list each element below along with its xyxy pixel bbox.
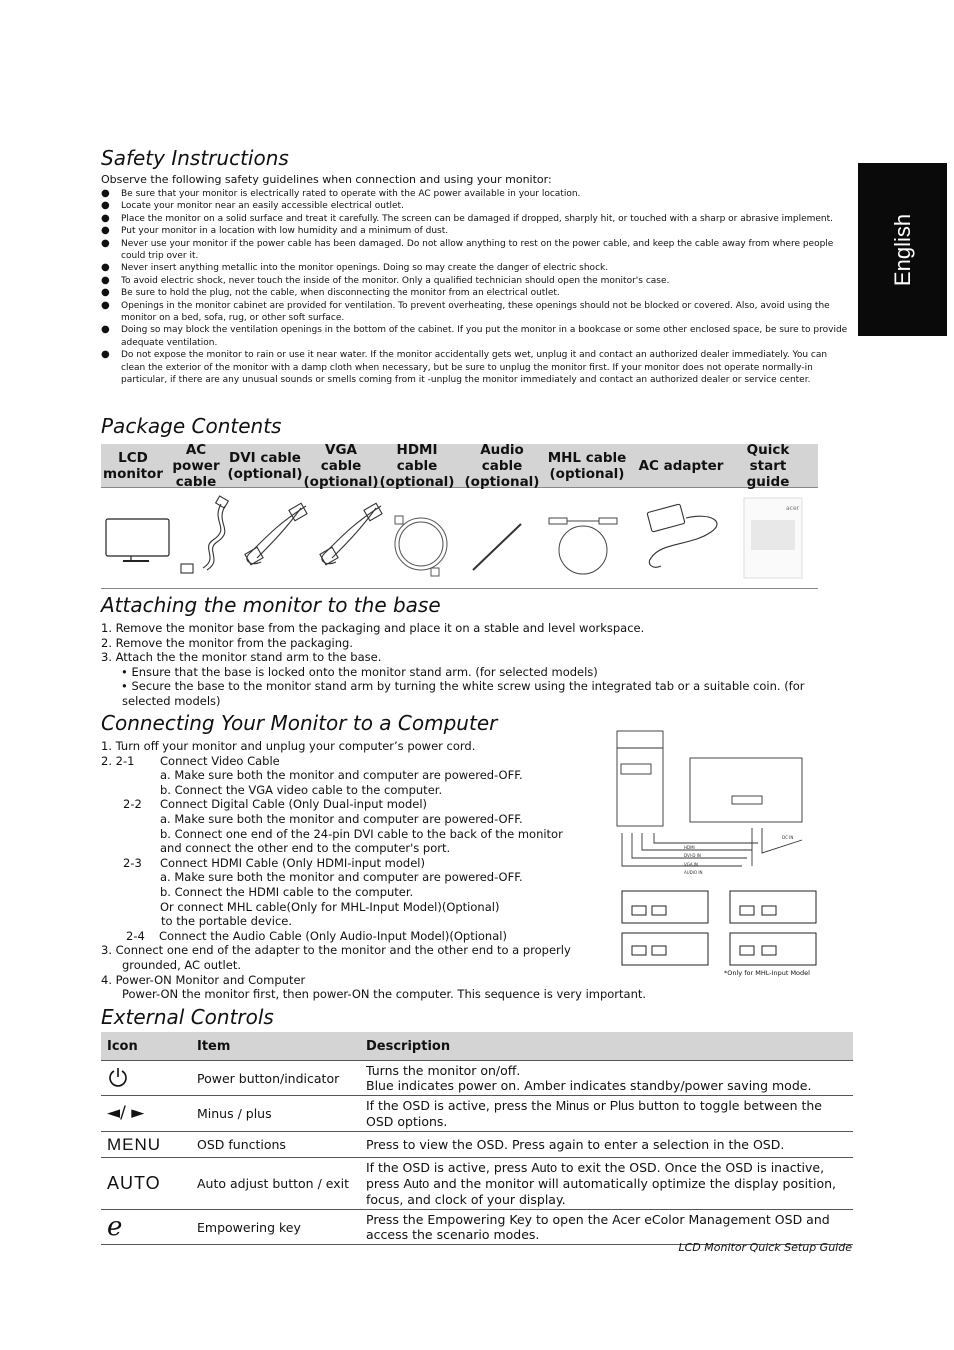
list-item: ● Put your monitor in a location with low humidity and a minimum of dust. [101, 225, 851, 237]
item-label: Auto adjust button / exit [191, 1158, 360, 1210]
list-item: ● Be sure that your monitor is electrically rated to operate with the AC power available in your location. [101, 188, 851, 200]
item-description: If the OSD is active, press the Minus or Plus button to toggle between the OSD options. [360, 1096, 853, 1132]
step-number: 2-3 [123, 855, 142, 870]
connect-line [101, 754, 646, 769]
package-images [101, 492, 818, 589]
svg-text:acer: acer [786, 505, 800, 512]
connect-line [101, 929, 646, 944]
footer-title: LCD Monitor Quick Setup Guide [678, 1241, 852, 1254]
attach-bullet-2: • Secure the base to the monitor stand arm by turning the white screw using the integrated tab or a suitable coin. (for [121, 679, 805, 693]
diagram-note: *Only for MHL-Input Model [724, 969, 810, 977]
language-tab-label: English [889, 213, 915, 286]
header-icon: Icon [101, 1032, 191, 1061]
connect-line: a. Make sure both the monitor and computer are powered-OFF. [160, 768, 523, 783]
connect-title: Connecting Your Monitor to a Computer [101, 711, 498, 735]
package-col-lcd: LCD monitor [103, 449, 163, 482]
attach-steps [101, 621, 805, 708]
connect-line: Or connect MHL cable(Only for MHL-Input Model)(Optional) [160, 899, 500, 914]
dvi-cable-illustration [245, 503, 307, 564]
connect-line: 1. Turn off your monitor and unplug your computer’s power cord. [101, 739, 476, 753]
connect-line: b. Connect the VGA video cable to the computer. [160, 782, 443, 797]
safety-list [101, 188, 851, 387]
step-title: Connect HDMI Cable (Only HDMI-input model) [160, 855, 425, 870]
audio-cable-illustration [473, 524, 521, 570]
item-label: Minus / plus [191, 1096, 360, 1132]
package-col-vga: VGA cable (optional) [303, 441, 379, 490]
step-number: 2-2 [123, 797, 142, 812]
port-panel-a [622, 891, 708, 923]
minus-plus-icon: ◄/ ► [101, 1096, 191, 1132]
package-col-audio: Audio cable (optional) [464, 441, 540, 490]
connect-line: grounded, AC outlet. [122, 957, 241, 972]
item-description: Turns the monitor on/off. Blue indicates power on. Amber indicates standby/power saving mode. [360, 1061, 853, 1096]
audio-label: AUDIO IN [684, 870, 703, 875]
step-title: Connect Digital Cable (Only Dual-input model) [160, 797, 428, 812]
monitor-back [690, 758, 802, 822]
dc-in-label: DC IN [782, 835, 794, 840]
quick-start-guide-illustration [744, 498, 802, 578]
package-col-ac-cable: AC power cable [172, 441, 220, 490]
list-item: ● Doing so may block the ventilation openings in the bottom of the cabinet. If you put the monitor in a bookcase or some other enclosed space, be sure to provide adequate ventilation. [101, 324, 851, 349]
ac-adapter-illustration [647, 504, 717, 567]
table-row [101, 1210, 853, 1245]
lcd-monitor-illustration [106, 519, 169, 561]
item-label: OSD functions [191, 1132, 360, 1158]
controls-table [101, 1032, 853, 1245]
mhl-cable-illustration [549, 518, 617, 574]
hdmi-cable-illustration [395, 516, 447, 576]
attach-step-1: 1. Remove the monitor base from the packaging and place it on a stable and level workspace. [101, 621, 645, 635]
item-description: Press the Empowering Key to open the Acer eColor Management OSD and access the scenario modes. [360, 1210, 853, 1245]
port-panel-b [730, 891, 816, 923]
list-item: ● Never insert anything metallic into the monitor openings. Doing so may create the danger of electric shock. [101, 262, 851, 274]
hdmi-label: HDMI [684, 845, 695, 850]
list-item: ● Do not expose the monitor to rain or use it near water. If the monitor accidentally gets wet, unplug it and contact an authorized dealer immediately. You can clean the exterior of the monitor with a damp cloth when necessary, but be sure to unplug the monitor first. If your monitor does not operate normally-in particular, if there are any unusual sounds or smells coming from it -unplug the monitor immediately and contact an authorized dealer or service center. [101, 349, 851, 386]
package-col-guide: Quick start guide [746, 441, 790, 490]
vga-cable-illustration [320, 503, 382, 564]
list-item: ● Openings in the monitor cabinet are provided for ventilation. To prevent overheating, these openings should not be blocked or covered. Also, avoid using the monitor on a bed, sofa, rug, or other soft surface. [101, 300, 851, 325]
table-row [101, 1096, 853, 1132]
list-item: ● Never use your monitor if the power cable has been damaged. Do not allow anything to rest on the power cable, and keep the cable away from where people could trip over it. [101, 238, 851, 263]
auto-icon: AUTO [101, 1158, 191, 1210]
attach-step-2: 2. Remove the monitor from the packaging. [101, 635, 353, 650]
header-description: Description [360, 1032, 853, 1061]
step-title: Connect the Audio Cable (Only Audio-Input Model)(Optional) [159, 928, 507, 943]
list-item: ● Be sure to hold the plug, not the cable, when disconnecting the monitor from an electrical outlet. [101, 287, 851, 299]
table-row [101, 1158, 853, 1210]
package-header-row [101, 441, 818, 490]
connect-line: 3. Connect one end of the adapter to the monitor and the other end to a properly [101, 943, 571, 958]
connect-line: to the portable device. [161, 914, 293, 929]
package-col-mhl: MHL cable (optional) [547, 449, 627, 482]
connect-line: and connect the other end to the computer's port. [160, 841, 451, 856]
connect-line [101, 797, 646, 812]
port-panel-c [622, 933, 708, 965]
connect-line: Power-ON the monitor first, then power-ON the computer. This sequence is very important. [122, 987, 647, 1002]
menu-icon: MENU [101, 1132, 191, 1158]
safety-title: Safety Instructions [101, 146, 289, 170]
attach-step-3: 3. Attach the the monitor stand arm to the base. [101, 650, 382, 664]
list-item: ● Locate your monitor near an easily accessible electrical outlet. [101, 200, 851, 212]
list-item: ● Place the monitor on a solid surface and treat it carefully. The screen can be damaged if dropped, sharply hit, or touched with a sharp or abrasive implement. [101, 213, 851, 225]
power-icon [101, 1061, 191, 1096]
connect-line: b. Connect the HDMI cable to the computer. [160, 884, 414, 899]
table-row [101, 1061, 853, 1096]
attach-title: Attaching the monitor to the base [101, 593, 441, 617]
port-panel-d [730, 933, 816, 965]
package-col-adapter: AC adapter [638, 457, 724, 474]
connect-line: b. Connect one end of the 24-pin DVI cable to the back of the monitor [160, 826, 563, 841]
table-header-row [101, 1032, 853, 1061]
table-row [101, 1132, 853, 1158]
header-item: Item [191, 1032, 360, 1061]
step-number: 2. 2-1 [101, 753, 135, 768]
safety-intro: Observe the following safety guidelines when connection and using your monitor: [101, 173, 552, 186]
ac-power-cable-illustration [181, 496, 228, 573]
package-col-hdmi: HDMI cable (optional) [379, 441, 455, 490]
connect-line [101, 856, 646, 871]
connect-steps [101, 739, 646, 1002]
computer-tower [617, 731, 663, 826]
vga-label: VGA IN [684, 862, 699, 867]
item-description: If the OSD is active, press Auto to exit the OSD. Once the OSD is inactive, press Auto and the monitor will automatically optimize the display position, focus, and clock of your display. [360, 1158, 853, 1210]
connect-line: a. Make sure both the monitor and computer are powered-OFF. [160, 870, 523, 885]
item-label: Power button/indicator [191, 1061, 360, 1096]
attach-bullet-1: • Ensure that the base is locked onto the monitor stand arm. (for selected models) [121, 664, 598, 679]
controls-title: External Controls [101, 1005, 274, 1029]
item-description: Press to view the OSD. Press again to enter a selection in the OSD. [360, 1132, 853, 1158]
connect-line: a. Make sure both the monitor and computer are powered-OFF. [160, 811, 523, 826]
step-number: 2-4 [126, 928, 145, 943]
empowering-key-icon: e [101, 1210, 191, 1245]
language-tab [858, 163, 947, 336]
package-col-dvi: DVI cable (optional) [227, 449, 303, 482]
list-item: ● To avoid electric shock, never touch the inside of the monitor. Only a qualified technician should open the monitor's case. [101, 275, 851, 287]
connection-diagram [612, 728, 827, 968]
connect-line: 4. Power-ON Monitor and Computer [101, 972, 306, 987]
package-title: Package Contents [101, 414, 282, 438]
step-title: Connect Video Cable [160, 753, 280, 768]
attach-bullet-2-cont: selected models) [122, 693, 221, 708]
item-label: Empowering key [191, 1210, 360, 1245]
dvi-label: DVI-D IN [684, 853, 701, 858]
